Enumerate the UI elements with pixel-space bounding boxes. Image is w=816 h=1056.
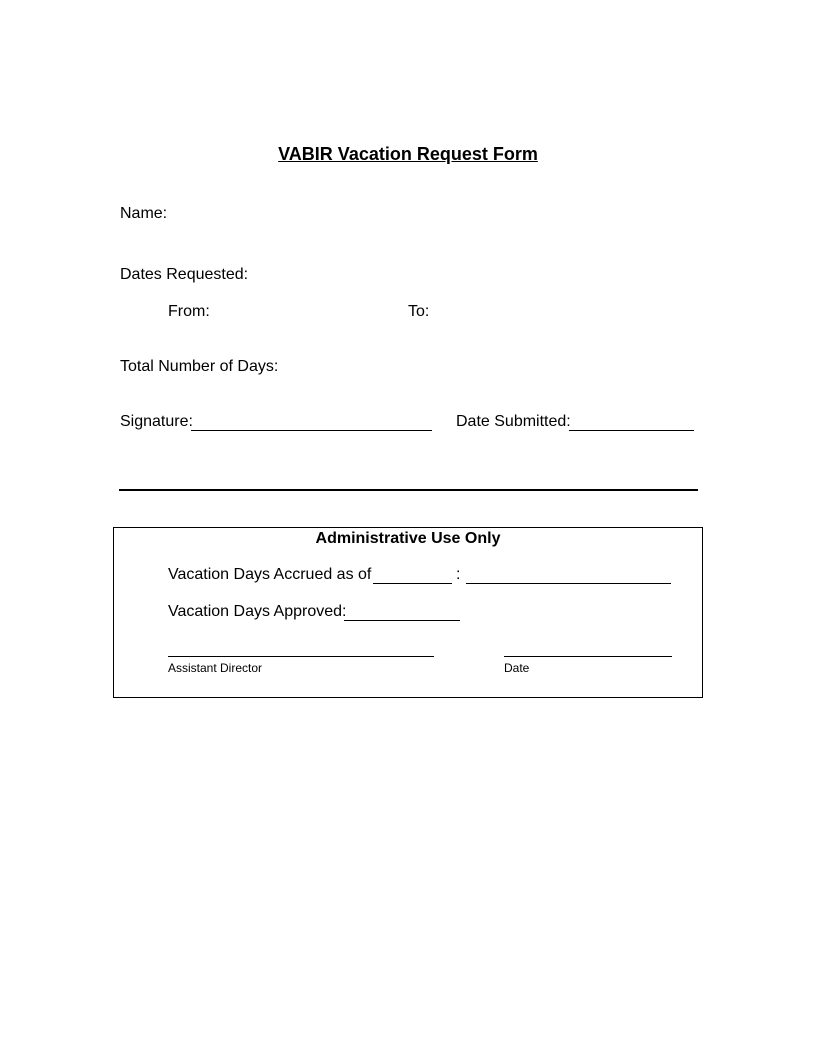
approved-days-line[interactable] xyxy=(344,604,460,621)
assistant-director-label: Assistant Director xyxy=(168,661,263,675)
accrued-as-of-date-line[interactable] xyxy=(373,567,452,584)
accrued-label: Vacation Days Accrued as of xyxy=(168,566,372,583)
admin-date-label: Date xyxy=(504,661,530,675)
name-field[interactable] xyxy=(170,205,690,223)
total-days-field[interactable] xyxy=(278,358,678,376)
assistant-director-signature-line[interactable] xyxy=(168,640,434,657)
signature-line[interactable] xyxy=(191,414,432,431)
accrued-days-line[interactable] xyxy=(466,567,671,584)
signature-label: Signature: xyxy=(120,413,193,430)
to-label: To: xyxy=(408,303,430,320)
approved-label: Vacation Days Approved: xyxy=(168,603,347,620)
admin-use-title: Administrative Use Only xyxy=(315,530,501,547)
date-submitted-label: Date Submitted: xyxy=(456,413,571,430)
form-title: VABIR Vacation Request Form xyxy=(278,144,538,164)
date-submitted-line[interactable] xyxy=(569,414,694,431)
to-date-field[interactable] xyxy=(432,303,682,321)
name-label: Name: xyxy=(120,205,168,222)
total-days-label: Total Number of Days: xyxy=(120,358,279,375)
section-divider xyxy=(119,489,698,491)
from-label: From: xyxy=(168,303,210,320)
from-date-field[interactable] xyxy=(214,303,394,321)
admin-date-line[interactable] xyxy=(504,640,672,657)
accrued-separator: : xyxy=(456,566,461,583)
dates-requested-label: Dates Requested: xyxy=(120,266,249,283)
